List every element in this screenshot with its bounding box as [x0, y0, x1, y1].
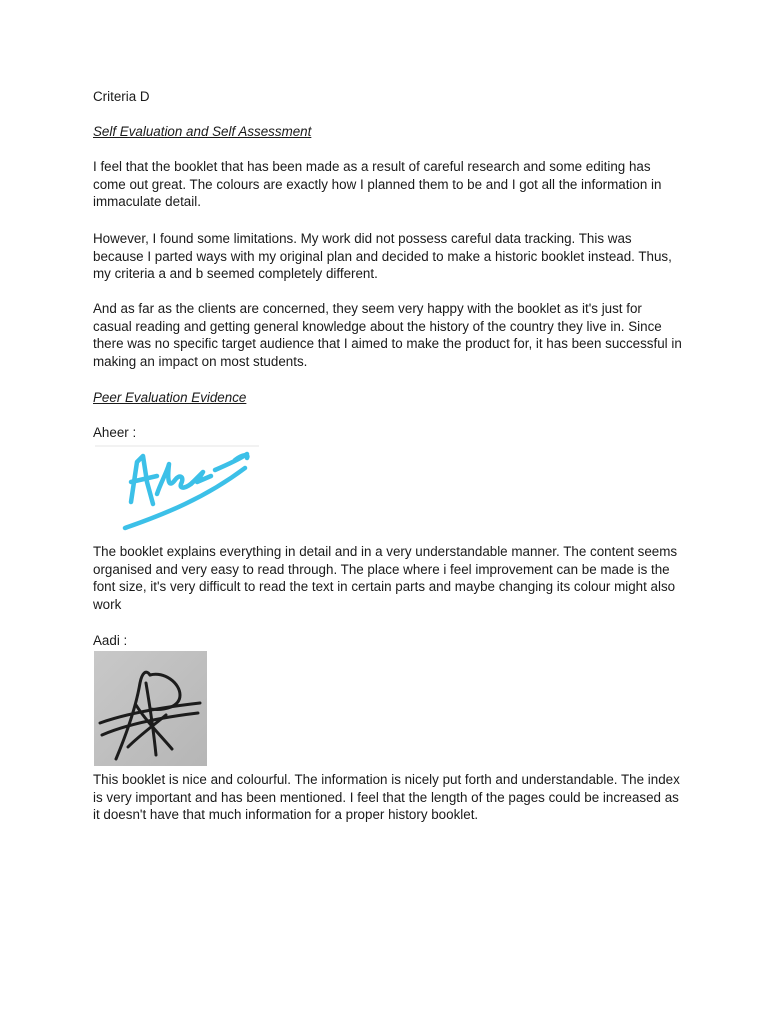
peer-comment: The booklet explains everything in detail and in a very understandable manner. The content seems organised and very easy to read through. The place where i feel improvement can be made is the font size, it's very difficult to read the text in certain parts and maybe changing its colour might also work — [93, 544, 678, 612]
self-eval-paragraph: And as far as the clients are concerned, they seem very happy with the booklet as it's just for casual reading and getting general knowledge about the history of the country they live in. Since there was no specific target audience that I aimed to make the product for, it has been successful in making an impact on most students. — [93, 301, 682, 369]
self-eval-paragraph: I feel that the booklet that has been made as a result of careful research and some editing has come out great. The colours are exactly how I planned them to be and I got all the information in immaculate detail. — [93, 159, 662, 210]
self-evaluation-title: Self Evaluation and Self Assessment — [93, 124, 312, 139]
aheer-signature-image — [95, 442, 263, 538]
document-heading: Criteria D — [93, 89, 150, 104]
peer-name-label: Aadi : — [93, 633, 128, 648]
self-eval-paragraph: However, I found some limitations. My work did not possess careful data tracking. This was because I parted ways with my original plan and decided to make a historic booklet instead. Thus, my criteria a and b seemed completely different. — [93, 231, 672, 282]
peer-name-label: Aheer : — [93, 425, 137, 440]
peer-evaluation-title: Peer Evaluation Evidence — [93, 390, 247, 405]
peer-comment: This booklet is nice and colourful. The information is nicely put forth and understandable. The index is very important and has been mentioned. I feel that the length of the pages could be increased as it doesn't have that much information for a proper history booklet. — [93, 772, 680, 823]
aadi-signature-image — [94, 651, 207, 766]
